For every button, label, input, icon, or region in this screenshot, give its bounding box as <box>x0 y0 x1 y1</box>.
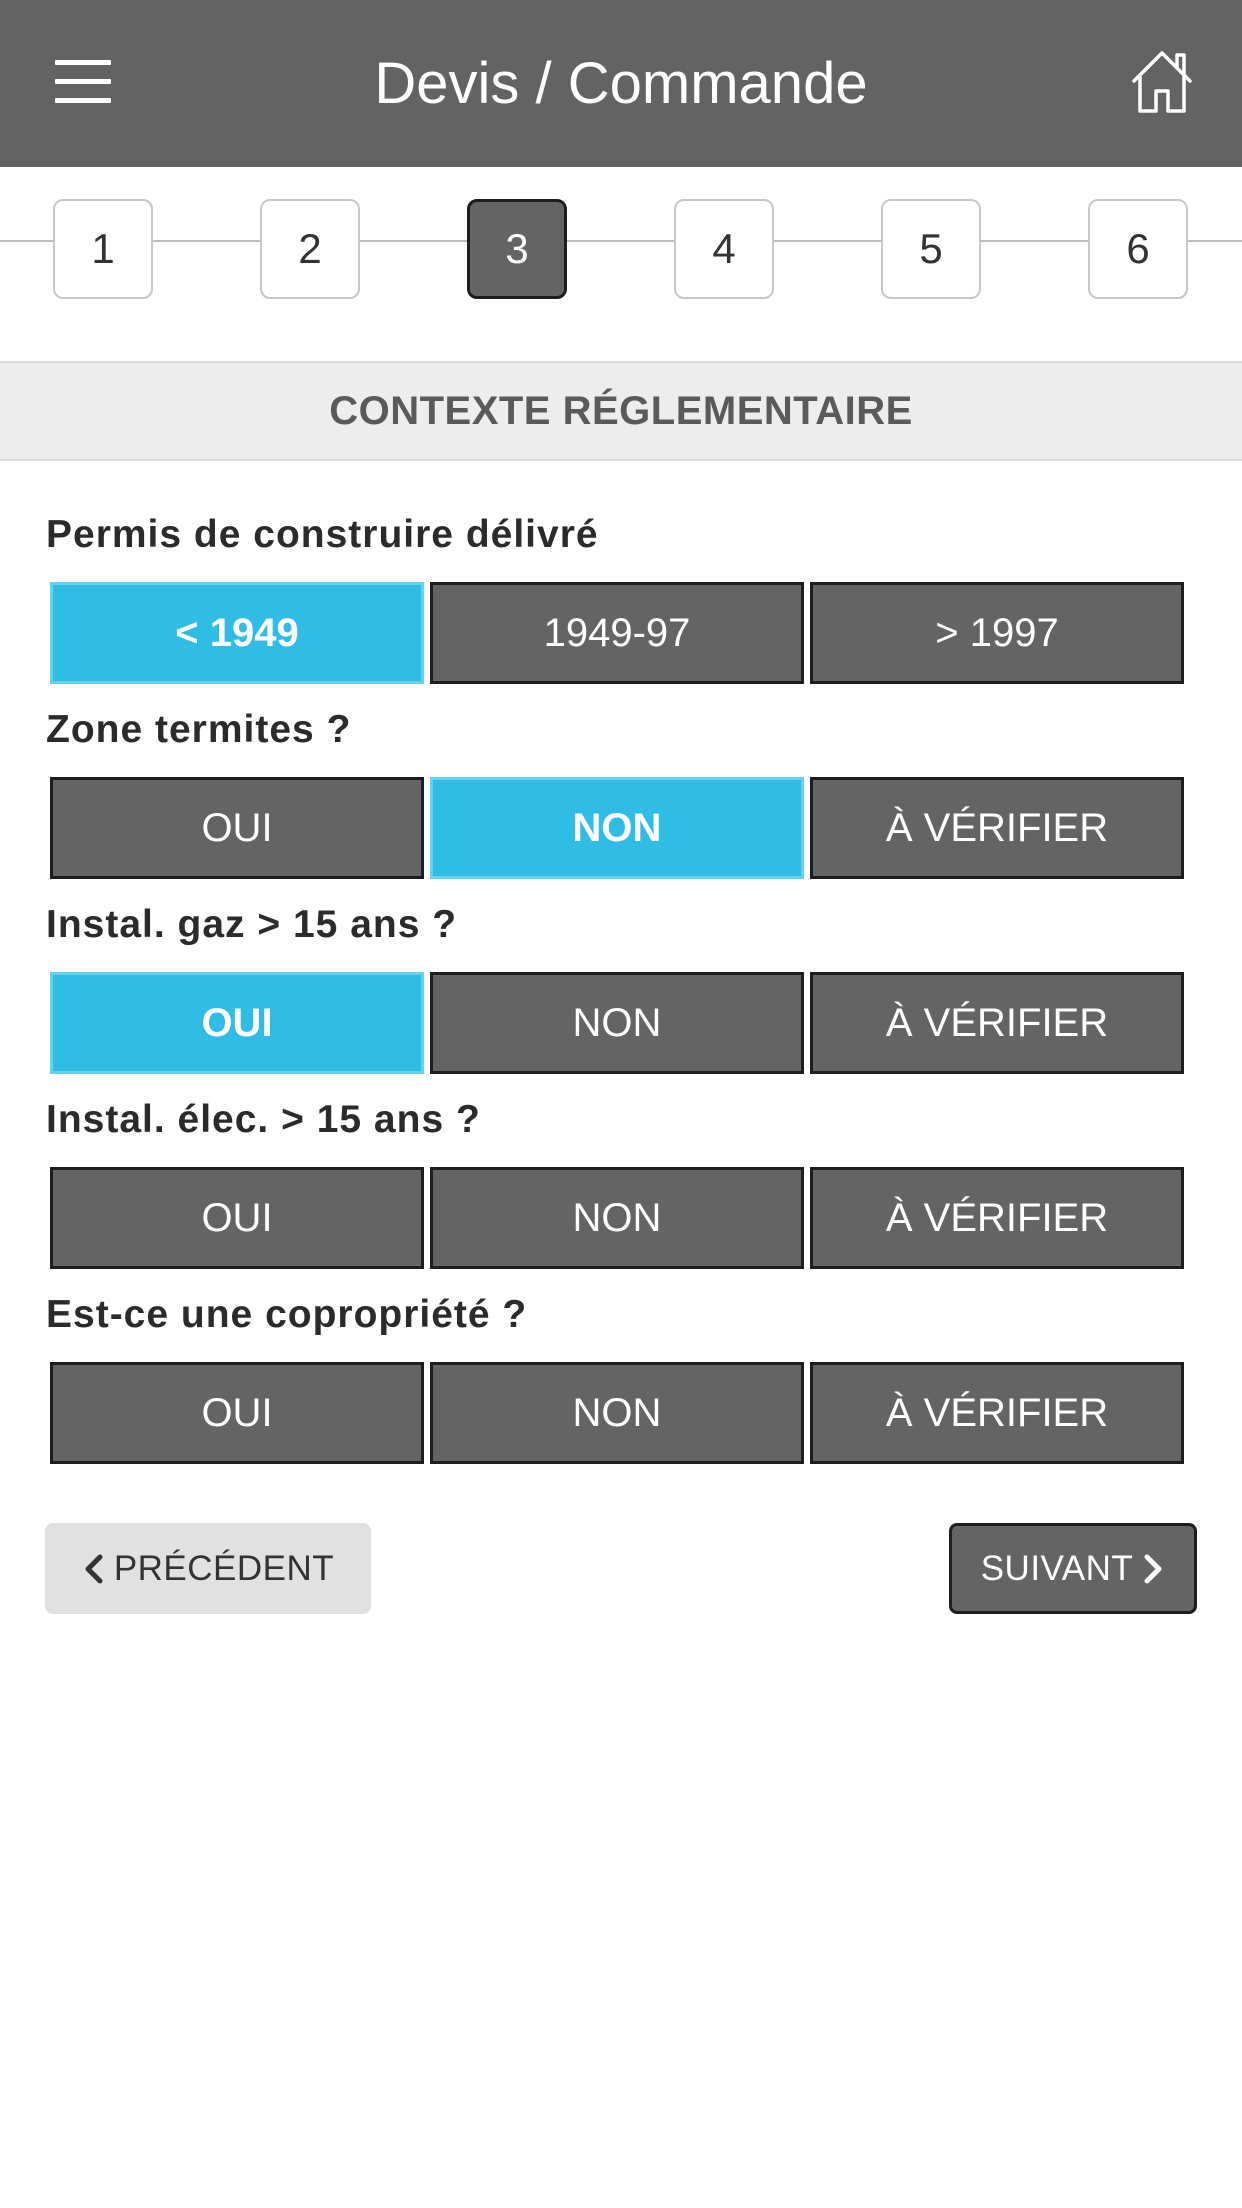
options-electric-installation <box>50 1167 1186 1269</box>
options-building-permit <box>50 582 1186 684</box>
option-copro-a-verifier[interactable]: À VÉRIFIER <box>810 1362 1184 1464</box>
option-elec-a-verifier[interactable]: À VÉRIFIER <box>810 1167 1184 1269</box>
step-5[interactable]: 5 <box>881 199 981 299</box>
next-button[interactable] <box>949 1523 1197 1614</box>
step-4[interactable]: 4 <box>674 199 774 299</box>
page-title: Devis / Commande <box>374 51 868 116</box>
option-elec-oui[interactable]: OUI <box>50 1167 424 1269</box>
question-co-ownership: Est-ce une copropriété ? <box>46 1293 528 1336</box>
option-copro-oui[interactable]: OUI <box>50 1362 424 1464</box>
option-elec-non[interactable]: NON <box>430 1167 804 1269</box>
option-copro-non[interactable]: NON <box>430 1362 804 1464</box>
next-button-label: SUIVANT <box>980 1548 1134 1588</box>
step-indicator <box>0 167 1242 361</box>
option-gas-a-verifier[interactable]: À VÉRIFIER <box>810 972 1184 1074</box>
step-3-active[interactable]: 3 <box>467 199 567 299</box>
option-termite-a-verifier[interactable]: À VÉRIFIER <box>810 777 1184 879</box>
option-1949-97[interactable]: 1949-97 <box>430 582 804 684</box>
home-icon[interactable] <box>1128 48 1196 116</box>
option-termite-oui[interactable]: OUI <box>50 777 424 879</box>
question-termite-zone: Zone termites ? <box>46 708 352 751</box>
option-termite-non[interactable]: NON <box>430 777 804 879</box>
options-co-ownership <box>50 1362 1186 1464</box>
option-before-1949[interactable]: < 1949 <box>50 582 424 684</box>
option-gas-non[interactable]: NON <box>430 972 804 1074</box>
stepper-connector-line <box>0 240 1242 242</box>
section-title: CONTEXTE RÉGLEMENTAIRE <box>329 389 913 433</box>
step-1[interactable]: 1 <box>53 199 153 299</box>
question-electric-installation: Instal. élec. > 15 ans ? <box>46 1098 481 1141</box>
chevron-right-icon <box>1141 1554 1165 1584</box>
previous-button[interactable] <box>45 1523 371 1614</box>
chevron-left-icon <box>82 1554 106 1584</box>
section-header <box>0 361 1242 461</box>
previous-button-label: PRÉCÉDENT <box>113 1548 335 1588</box>
question-gas-installation: Instal. gaz > 15 ans ? <box>46 903 458 946</box>
question-building-permit: Permis de construire délivré <box>46 513 599 556</box>
step-6[interactable]: 6 <box>1088 199 1188 299</box>
option-after-1997[interactable]: > 1997 <box>810 582 1184 684</box>
app-header <box>0 0 1242 167</box>
option-gas-oui[interactable]: OUI <box>50 972 424 1074</box>
step-2[interactable]: 2 <box>260 199 360 299</box>
options-gas-installation <box>50 972 1186 1074</box>
hamburger-menu-icon[interactable] <box>55 60 111 104</box>
options-termite-zone <box>50 777 1186 879</box>
